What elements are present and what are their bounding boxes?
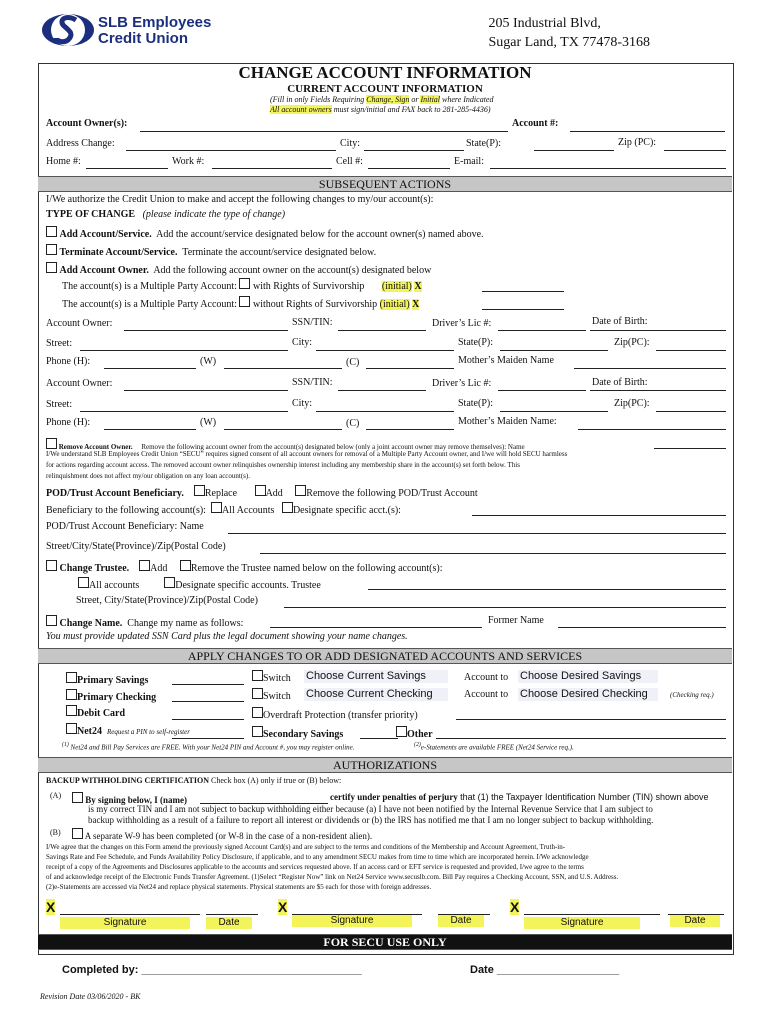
overdraft-checkbox[interactable] (252, 707, 263, 718)
address-change-label: Address Change: (46, 138, 115, 149)
owner2-zip-label: Zip(PC): (614, 398, 650, 409)
logo-icon (40, 12, 96, 48)
secondary-savings-checkbox[interactable] (252, 726, 263, 737)
trustee-checkbox[interactable] (46, 560, 57, 571)
owner1-street-label: Street: (46, 338, 73, 349)
owner2-ssn-label: SSN/TIN: (292, 377, 333, 388)
state-field[interactable] (534, 150, 614, 151)
owner1-ssn-field[interactable] (338, 330, 426, 331)
apply-changes-bar: APPLY CHANGES TO OR ADD DESIGNATED ACCOUNTS AND SERVICES (38, 648, 732, 664)
work-label: Work #: (172, 156, 205, 167)
authorize-text: I/We authorize the Credit Union to make and accept the following changes to my/our account(s): (46, 194, 434, 205)
address-change-field[interactable] (126, 150, 336, 151)
trustee-remove-checkbox[interactable] (180, 560, 191, 571)
work-field[interactable] (212, 168, 332, 169)
footnote-1: $^{(1)}$ Net24 and Bill Pay Services are FREE. With your Net24 PIN and Account #, you may register online. (62, 742, 355, 752)
option-a-line1: By signing below, I (name) (72, 792, 187, 805)
owner1-phone-label: Phone (H): (46, 356, 91, 367)
option-a-certify: certify under penalties of perjury that (1) the Taxpayer Identification Number (TIN) shown above (330, 792, 709, 802)
add-owner-checkbox[interactable] (46, 262, 57, 273)
switch-checking-row: Switch (252, 688, 291, 702)
remove-owner-row: Remove Account Owner. Remove the following account owner from the account(s) designated below (only a joint account owner may remove themselves): Name (46, 438, 525, 451)
city-label: City: (340, 138, 361, 149)
owner1-zip-field[interactable] (656, 350, 726, 351)
owner2-city-label: City: (292, 398, 313, 409)
city-field[interactable] (364, 150, 464, 151)
debit-card-field[interactable] (172, 719, 244, 720)
add-account-row: Add Account/Service. Add the account/service designated below for the account owner(s) named above. (46, 226, 484, 240)
revision-date: Revision Date 03/06/2020 - BK (40, 992, 141, 1001)
remove-owner-checkbox[interactable] (46, 438, 57, 449)
add-owner-row: Add Account Owner. Add the following account owner on the account(s) designated below (46, 262, 431, 276)
with-survivorship-checkbox[interactable] (239, 278, 250, 289)
signature2-x: X (278, 899, 288, 915)
secondary-savings-field[interactable] (360, 738, 398, 739)
owner1-dl-field[interactable] (498, 330, 586, 331)
account-to-checking-label: Account to (464, 689, 509, 700)
backup-withholding-title: BACKUP WITHHOLDING CERTIFICATION Check box (A) only if true or (B) below: (46, 776, 342, 785)
without-survivorship-initial-field[interactable] (482, 309, 564, 310)
secondary-savings-row: Secondary Savings (252, 726, 343, 740)
pod-all-accounts-checkbox[interactable] (211, 502, 222, 513)
trustee-all-checkbox[interactable] (78, 577, 89, 588)
owner1-dob-label: Date of Birth: (592, 316, 648, 327)
account-to-checking-select[interactable]: Choose Desired Checking (518, 688, 658, 701)
owner1-maiden-field[interactable] (574, 368, 726, 369)
remove-owner-name-field[interactable] (654, 448, 726, 449)
owner2-w-label: (W) (200, 417, 217, 428)
home-field[interactable] (86, 168, 168, 169)
net24-row: Net24 Request a PIN to self-register (66, 723, 190, 737)
former-name-label: Former Name (488, 615, 544, 626)
owner2-label: Account Owner: (46, 378, 113, 389)
account-owners-label: Account Owner(s): (46, 118, 128, 129)
owner1-dl-label: Driver’s Lic #: (432, 318, 492, 329)
owner1-dob-field[interactable] (590, 330, 726, 331)
without-survivorship-checkbox[interactable] (239, 296, 250, 307)
option-a-checkbox[interactable] (72, 792, 83, 803)
net24-field[interactable] (172, 738, 244, 739)
form-title: CHANGE ACCOUNT INFORMATION (238, 63, 532, 82)
owner1-zip-label: Zip(PC): (614, 337, 650, 348)
change-name-checkbox[interactable] (46, 615, 57, 626)
owner2-zip-field[interactable] (656, 411, 726, 412)
remove-owner-para2: for actions regarding account access. The removed account owner relinquishes ownership interest including any membership share in the account(s) set forth below. This (46, 461, 520, 469)
owner1-street-field[interactable] (80, 350, 288, 351)
cell-field[interactable] (368, 168, 450, 169)
owner1-state-field[interactable] (500, 350, 608, 351)
primary-checking-field[interactable] (172, 701, 244, 702)
date1-label: Date (206, 917, 252, 929)
owner2-city-field[interactable] (316, 411, 454, 412)
home-label: Home #: (46, 156, 81, 167)
trustee-accounts-row: All accounts Designate specific accounts. Trustee (78, 577, 321, 591)
agreement-line4: of and acknowledge receipt of the Electronic Funds Transfer Agreement. (1)Select “Register Now” link on Net24 Service www.secuslb.com. Bill Pay requires a Checking Account, SSN, and U.S. Address. (46, 873, 619, 881)
option-a-line3: backup withholding as a result of a failure to report all interest or dividends or (b) the IRS has notified me that I am no longer subject to backup withholding. (88, 815, 654, 825)
cell-label: Cell #: (336, 156, 363, 167)
address-line2: Sugar Land, TX 77478-3168 (488, 35, 650, 50)
owner2-field[interactable] (124, 390, 288, 391)
state-label: State(P): (466, 138, 501, 149)
authorizations-bar: AUTHORIZATIONS (38, 757, 732, 773)
option-b-line: A separate W-9 has been completed (or W-8 in the case of a non-resident alien). (72, 828, 372, 841)
owner2-maiden-field[interactable] (578, 429, 726, 430)
option-a-label: (A) (50, 791, 62, 800)
primary-savings-row: Primary Savings (66, 672, 148, 686)
trustee-add-checkbox[interactable] (139, 560, 150, 571)
former-name-field[interactable] (558, 627, 726, 628)
owner2-state-field[interactable] (500, 411, 608, 412)
owner2-street-label: Street: (46, 399, 73, 410)
signature3-field[interactable] (524, 914, 660, 915)
owner1-phone-c-field[interactable] (366, 368, 454, 369)
ssn-card-note: You must provide updated SSN Card plus the legal document showing your name changes. (46, 631, 408, 642)
owner2-phone-h-field[interactable] (104, 429, 196, 430)
secu-use-bar: FOR SECU USE ONLY (38, 934, 732, 950)
address-line1: 205 Industrial Blvd, (488, 16, 601, 31)
owner2-state-label: State(P): (458, 398, 493, 409)
pod-designate-checkbox[interactable] (282, 502, 293, 513)
owner2-phone-label: Phone (H): (46, 417, 91, 428)
signature1-x: X (46, 899, 56, 915)
terminate-account-row: Terminate Account/Service. Terminate the account/service designated below. (46, 244, 376, 258)
signature1-field[interactable] (60, 914, 200, 915)
owner1-field[interactable] (124, 330, 288, 331)
pod-address-field[interactable] (260, 553, 726, 554)
owner1-city-field[interactable] (316, 350, 454, 351)
pod-name-label: POD/Trust Account Beneficiary: Name (46, 521, 204, 532)
other-row: Other (396, 726, 433, 740)
agreement-line1: I/We agree that the changes on this Form amend the previously signed Account Card(s) and are subject to the terms and conditions of the Membership and Account Agreement, Truth-in- (46, 843, 566, 851)
trustee-address-field[interactable] (284, 607, 726, 608)
debit-card-checkbox[interactable] (66, 705, 77, 716)
signature2-label: Signature (292, 915, 412, 927)
owner2-dl-label: Driver’s Lic #: (432, 378, 492, 389)
subsequent-actions-bar: SUBSEQUENT ACTIONS (38, 176, 732, 192)
owner2-phone-c-field[interactable] (366, 429, 454, 430)
switch-checking-select[interactable]: Choose Current Checking (304, 688, 448, 701)
with-survivorship-initial-field[interactable] (482, 291, 564, 292)
instruction-note2: All account owners must sign/initial and FAX back to 281-285-4436) (270, 105, 491, 114)
logo-org-line1: SLB Employees (98, 14, 212, 31)
completed-by: Completed by: ____________________________________ (62, 964, 362, 976)
org-address (489, 14, 651, 52)
other-checkbox[interactable] (396, 726, 407, 737)
email-label: E-mail: (454, 156, 484, 167)
add-account-checkbox[interactable] (46, 226, 57, 237)
owner2-street-field[interactable] (80, 411, 288, 412)
checking-required-note: (Checking req.) (670, 691, 714, 699)
account-to-savings-select[interactable]: Choose Desired Savings (518, 670, 658, 683)
secu-date: Date ____________________ (470, 964, 620, 976)
primary-savings-checkbox[interactable] (66, 672, 77, 683)
zip-field[interactable] (664, 150, 726, 151)
terminate-account-checkbox[interactable] (46, 244, 57, 255)
owner1-city-label: City: (292, 337, 313, 348)
pod-beneficiary-row: Beneficiary to the following account(s): All Accounts Designate specific acct.(s): (46, 502, 401, 516)
switch-savings-select[interactable]: Choose Current Savings (304, 670, 448, 683)
owner1-phone-w-field[interactable] (224, 368, 342, 369)
signature3-label: Signature (524, 917, 640, 929)
pod-address-label: Street/City/State(Province)/Zip(Postal Code) (46, 541, 226, 552)
owner1-phone-h-field[interactable] (104, 368, 196, 369)
overdraft-field[interactable] (456, 719, 726, 720)
owner2-maiden-label: Mother’s Maiden Name: (458, 416, 557, 427)
pod-replace-checkbox[interactable] (194, 485, 205, 496)
logo-org-line2: Credit Union (98, 30, 188, 47)
new-name-field[interactable] (270, 627, 482, 628)
date2-label: Date (438, 915, 484, 927)
multi-party-without-row: The account(s) is a Multiple Party Account: without Rights of Survivorship (initial) X (62, 296, 419, 310)
switch-savings-checkbox[interactable] (252, 670, 263, 681)
pod-add-checkbox[interactable] (255, 485, 266, 496)
agreement-line2: Savings Rate and Fee Schedule, and Funds Availability Policy Disclosure, if applicable, and to any amendment SECU makes from time to time which are incorporated herein. I/We acknowledge (46, 853, 589, 861)
owner2-c-label: (C) (346, 418, 360, 429)
owner1-maiden-label: Mother’s Maiden Name (458, 355, 554, 366)
pod-designate-field[interactable] (472, 515, 726, 516)
owner1-c-label: (C) (346, 357, 360, 368)
option-a-line2: is my correct TIN and I am not subject to backup withholding either because (a) I have not been notified by the Internal Revenue Service that I am subject to (88, 804, 653, 814)
account-num-field[interactable] (570, 131, 725, 132)
primary-savings-field[interactable] (172, 684, 244, 685)
pod-name-field[interactable] (228, 533, 726, 534)
option-b-label: (B) (50, 828, 61, 837)
owner1-label: Account Owner: (46, 318, 113, 329)
owner1-state-label: State(P): (458, 337, 493, 348)
remove-owner-para3: relinquishment does not affect my/our obligation on any loan account(s). (46, 472, 250, 480)
owner2-dl-field[interactable] (498, 390, 586, 391)
owner2-ssn-field[interactable] (338, 390, 426, 391)
change-name-row: Change Name. Change my name as follows: (46, 615, 243, 629)
multi-party-with-row: The account(s) is a Multiple Party Account: with Rights of Survivorship (initial) X (62, 278, 422, 292)
owner2-dob-label: Date of Birth: (592, 377, 648, 388)
pod-row: POD/Trust Account Beneficiary. Replace Add Remove the following POD/Trust Account (46, 485, 478, 499)
email-field[interactable] (490, 168, 726, 169)
trustee-name-field[interactable] (368, 589, 726, 590)
owner1-ssn-label: SSN/TIN: (292, 317, 333, 328)
signature1-label: Signature (60, 917, 190, 929)
switch-savings-row: Switch (252, 670, 291, 684)
instruction-note1: (Fill in only Fields Requiring Change, Sign or Initial where Indicated (270, 95, 494, 104)
overdraft-row: Overdraft Protection (transfer priority) (252, 707, 418, 721)
owner1-w-label: (W) (200, 356, 217, 367)
agreement-line3: receipt of a copy of the Agreements and Disclosures applicable to the accounts and services requested above. If an access card or EFT service is requested and provided, I/we agree to the terms (46, 863, 584, 871)
debit-card-row: Debit Card (66, 705, 125, 719)
primary-checking-checkbox[interactable] (66, 689, 77, 700)
owner2-phone-w-field[interactable] (224, 429, 342, 430)
type-of-change: TYPE OF CHANGE (please indicate the type of change) (46, 209, 286, 220)
current-info-title: CURRENT ACCOUNT INFORMATION (287, 83, 483, 95)
date3-label: Date (670, 915, 720, 927)
other-field[interactable] (436, 738, 726, 739)
switch-checking-checkbox[interactable] (252, 688, 263, 699)
agreement-line5: (2)e-Statements are accessed via Net24 and replace physical statements. Physical statements are $5 each for those with foreign addresses. (46, 883, 432, 891)
trustee-row: Change Trustee. Add Remove the Trustee named below on the following account(s): (46, 560, 443, 574)
option-b-checkbox[interactable] (72, 828, 83, 839)
account-to-savings-label: Account to (464, 672, 509, 683)
signature3-x: X (510, 899, 520, 915)
logo (40, 12, 210, 48)
trustee-designate-checkbox[interactable] (164, 577, 175, 588)
pod-remove-checkbox[interactable] (295, 485, 306, 496)
account-owners-field[interactable] (140, 131, 508, 132)
footnote-2: $^{(2)}$e-Statements are available FREE (Net24 Service req.). (414, 742, 574, 752)
remove-owner-para1: I/We understand SLB Employees Credit Union “SECU” requires signed consent of all account owners for removal of a Multiple Party Account owner, and I/we will hold SECU harmless (46, 450, 568, 458)
date1-field[interactable] (206, 914, 258, 915)
net24-checkbox[interactable] (66, 723, 77, 734)
trustee-address-label: Street, City/State(Province)/Zip(Postal Code) (76, 595, 258, 606)
account-num-label: Account #: (512, 118, 559, 129)
primary-checking-row: Primary Checking (66, 689, 156, 703)
zip-label: Zip (PC): (618, 137, 657, 148)
owner2-dob-field[interactable] (590, 390, 726, 391)
